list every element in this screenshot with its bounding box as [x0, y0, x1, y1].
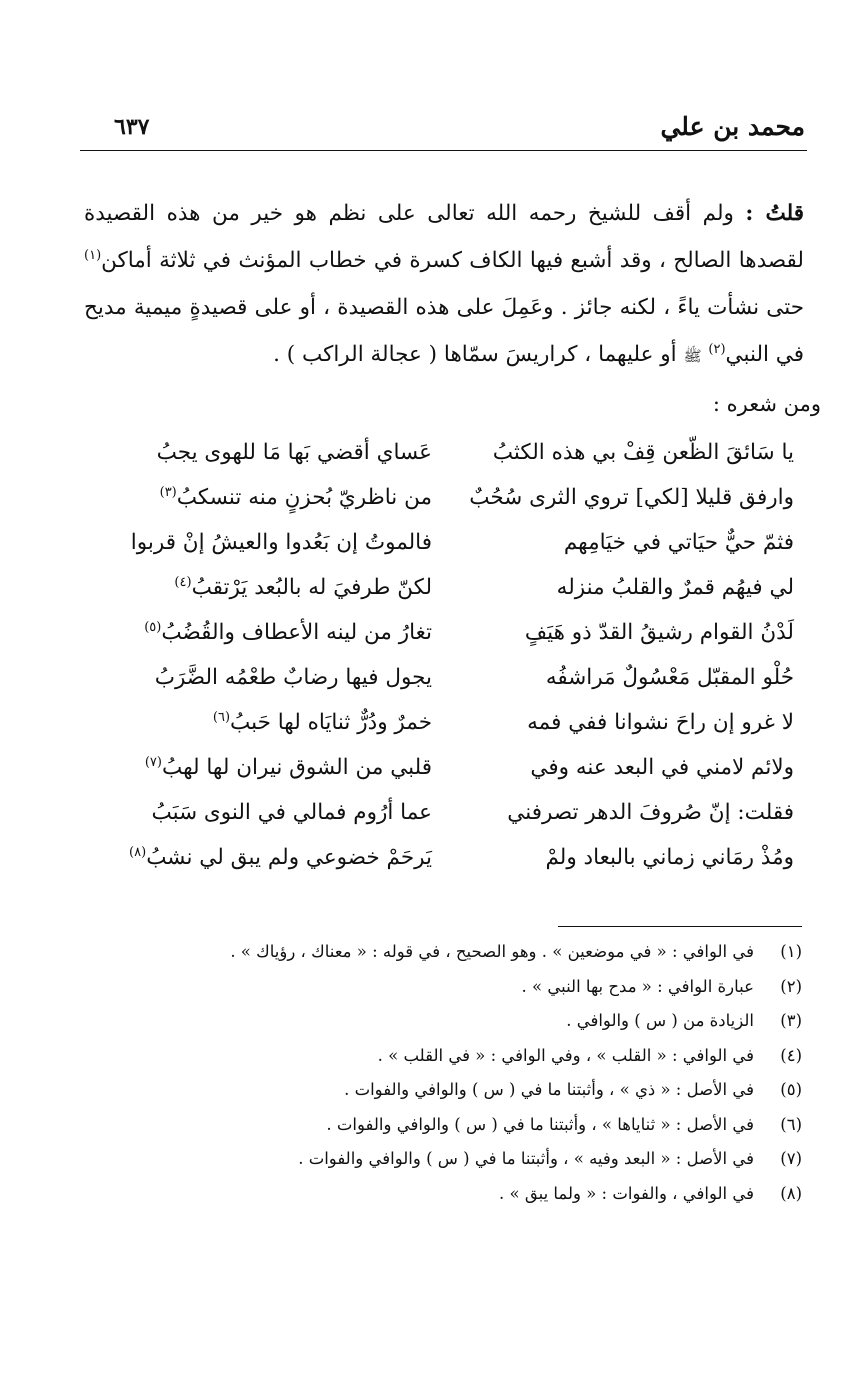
verse-first-hemistich: لي فيهُم قمرٌ والقلبُ منزله: [556, 575, 794, 600]
footnote-ref-7: (٧): [144, 754, 162, 770]
footnote-text: في الوافي : « القلب » ، وفي الوافي : « في القلب » .: [377, 1045, 754, 1065]
footnote-number: (٧): [780, 1149, 802, 1168]
verse-first-hemistich: فقلت: إنّ صُروفَ الدهر تصرفني: [507, 800, 794, 825]
footnote-text: الزيادة من ( س ) والوافي .: [566, 1011, 754, 1030]
footnote-ref-2: (٢): [708, 341, 726, 357]
footnote-text: في الوافي ، والفوات : « ولما يبق » .: [499, 1183, 754, 1203]
footnote-ref-8: (٨): [129, 844, 147, 860]
hemistich-text: فالموتُ إن بَعُدوا والعيشُ إنْ قربوا: [130, 530, 432, 555]
hemistich-text: لكنّ طرفيَ له بالبُعد يَرْتقبُ: [191, 575, 432, 600]
verse-second-hemistich: [112, 710, 432, 735]
verse: [84, 485, 806, 529]
verse: [84, 665, 806, 709]
footnote-ref-3: (٣): [159, 484, 177, 500]
verse-first-hemistich: ومُذْ رمَاني زماني بالبعاد ولمْ: [545, 845, 794, 870]
footnote: [84, 1009, 806, 1044]
footnote-number: (٤): [780, 1045, 802, 1065]
footnote-ref-6: (٦): [212, 709, 231, 725]
footnote-rule: [558, 926, 802, 927]
verse-second-hemistich: [112, 845, 432, 870]
poem: [84, 440, 806, 890]
verse-second-hemistich: [112, 620, 432, 645]
footnote-number: (٣): [780, 1011, 802, 1030]
verse-first-hemistich: لا غرو إن راحَ نشوانا ففي فمه: [527, 710, 794, 735]
verse-first-hemistich: يا سَائقَ الظّعن قِفْ بي هذه الكثبُ: [492, 440, 794, 465]
footnote: [84, 1147, 806, 1182]
verse: [84, 575, 806, 619]
paragraph-text-3: أو عليهما ، كراريسَ سمّاها ( عجالة الراكب ) .: [273, 342, 677, 367]
verse: [84, 620, 806, 664]
hemistich-text: قلبي من الشوق نيران لها لهبُ: [161, 755, 432, 780]
verse: [84, 800, 806, 844]
hemistich-text: عما أرُوم فمالي في النوى سَبَبُ: [151, 800, 432, 825]
paragraph-text-1: ولم أقف للشيخ رحمه الله تعالى على نظم هو خير من هذه القصيدة لقصدها الصالح ، وقد أشبع فيها الكاف كسرة في خطاب المؤنث في ثلاثة أماكن: [84, 201, 804, 273]
page-header: [80, 112, 807, 148]
paragraph-lead: قلتُ :: [745, 201, 805, 226]
footnote-number: (٢): [780, 976, 802, 996]
body-paragraph: [84, 190, 804, 380]
verse-second-hemistich: [112, 485, 432, 510]
header-rule: [80, 150, 807, 151]
footnote: [84, 975, 806, 1010]
verse: [84, 845, 806, 889]
verse-first-hemistich: حُلْو المقبّل مَعْسُولٌ مَراشفُه: [545, 665, 794, 690]
footnote-number: (٥): [780, 1080, 802, 1099]
footnote-text: في الأصل : « ثناياها » ، وأثبتنا ما في ( س ) والوافي والفوات .: [326, 1114, 754, 1134]
footnote-text: عبارة الوافي : « مدح بها النبي » .: [521, 976, 754, 996]
footnote: [84, 940, 806, 975]
hemistich-text: يَرحَمْ خضوعي ولم يبق لي نشبُ: [146, 845, 432, 870]
footnote-text: في الأصل : « ذي » ، وأثبتنا ما في ( س ) والوافي والفوات .: [344, 1080, 754, 1099]
footnotes: [84, 940, 806, 1216]
footnote-text: في الوافي : « في موضعين » . وهو الصحيح ، في قوله : « معناك ، رؤياك » .: [230, 942, 754, 961]
verse-second-hemistich: [112, 800, 432, 825]
verse-second-hemistich: [112, 755, 432, 780]
hemistich-text: عَساي أقضي بَها مَا للهوى يجبُ: [156, 440, 432, 465]
footnote-number: (١): [780, 942, 802, 961]
hemistich-text: يجول فيها رضابٌ طعْمُه الضَّرَبُ: [154, 665, 432, 690]
verse-first-hemistich: ولائم لامني في البعد عنه وفي: [530, 755, 794, 780]
verse-second-hemistich: [112, 665, 432, 690]
hemistich-text: خمرٌ ودُرٌّ ثنايَاه لها حَببُ: [230, 710, 432, 735]
footnote: [84, 1078, 806, 1113]
hemistich-text: تغارُ من لينه الأعطاف والقُضُبُ: [161, 620, 432, 645]
verse-first-hemistich: وارفق قليلا [لكي] تروي الثرى سُحُبٌ: [469, 485, 794, 510]
footnote: [84, 1113, 806, 1148]
verse-first-hemistich: لَدْنُ القوام رشيقُ القدّ ذو هَيَفٍ: [524, 620, 794, 645]
verse: [84, 755, 806, 799]
salutation-glyph: ﷺ: [683, 347, 702, 365]
footnote-ref-5: (٥): [144, 619, 162, 635]
footnote-text: في الأصل : « البعد وفيه » ، وأثبتنا ما في ( س ) والوافي والفوات .: [298, 1149, 754, 1168]
footnote-number: (٨): [780, 1183, 802, 1203]
poem-intro: ومن شعره :: [712, 392, 821, 416]
footnote-ref-1: (١): [84, 247, 102, 263]
footnote-ref-4: (٤): [174, 574, 192, 590]
verse: [84, 530, 806, 574]
paragraph-text-2: حتى نشأت ياءً ، لكنه جائز . وعَمِلَ على هذه القصيدة ، أو على قصيدةٍ ميمية مديح في النبي: [84, 295, 804, 367]
running-head: محمد بن علي: [660, 112, 805, 141]
footnote: [84, 1044, 806, 1079]
verse-second-hemistich: [112, 530, 432, 555]
verse-second-hemistich: [112, 440, 432, 465]
verse-first-hemistich: فثمّ حيٌّ حيَاتي في خيَامِهم: [563, 530, 794, 555]
page-number: ٦٣٧: [114, 114, 150, 140]
verse-second-hemistich: [112, 575, 432, 600]
verse: [84, 440, 806, 484]
hemistich-text: من ناظريّ بُحزنٍ منه تنسكبُ: [176, 485, 432, 510]
footnote-number: (٦): [780, 1114, 802, 1134]
verse: [84, 710, 806, 754]
footnote: [84, 1182, 806, 1217]
